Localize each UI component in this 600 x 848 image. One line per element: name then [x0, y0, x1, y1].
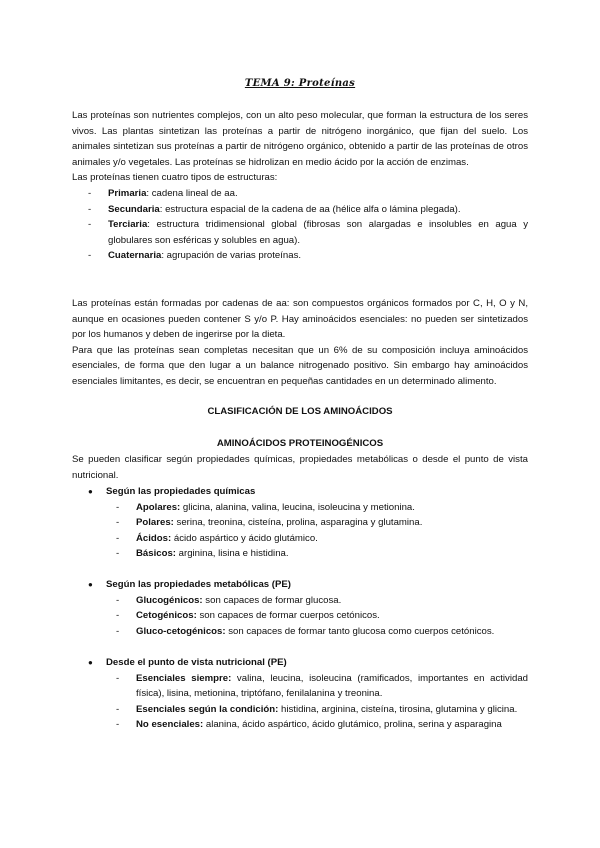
list-item: - Polares: serina, treonina, cisteína, prolina, asparagina y glutamina.	[72, 515, 528, 531]
metabolic-list	[72, 593, 528, 640]
group-heading-chemical: ● Según las propiedades químicas	[72, 484, 528, 500]
list-item: - Apolares: glicina, alanina, valina, leucina, isoleucina y metionina.	[72, 500, 528, 516]
list-item: - Esenciales siempre: valina, leucina, isoleucina (ramificados, importantes en actividad física), lisina, metionina, triptófano, fenilalanina y treonina.	[72, 671, 528, 702]
structures-intro: Las proteínas tienen cuatro tipos de estructuras:	[72, 172, 278, 184]
list-item: - Ácidos: ácido aspártico y ácido glutámico.	[72, 531, 528, 547]
proteinogenic-heading: AMINOÁCIDOS PROTEINOGÉNICOS	[216, 438, 384, 449]
structure-item-terciaria	[72, 217, 528, 248]
group-metabolic	[72, 577, 528, 639]
structure-item-cuaternaria	[72, 248, 528, 264]
list-item: - Glucogénicos: son capaces de formar glucosa.	[72, 593, 528, 609]
structure-term: Cuaternaria	[108, 250, 162, 262]
list-item: - Cetogénicos: son capaces de formar cuerpos cetónicos.	[72, 608, 528, 624]
list-item: - No esenciales: alanina, ácido aspártico, ácido glutámico, prolina, serina y asparagina	[72, 717, 528, 733]
structure-term: Secundaria	[108, 203, 160, 215]
classify-intro: Se pueden clasificar según propiedades químicas, propiedades metabólicas o desde el punto de vista nutricional.	[72, 454, 528, 481]
list-item: - Gluco-cetogénicos: son capaces de formar tanto glucosa como cuerpos cetónicos.	[72, 624, 528, 640]
structure-text: : estructura espacial de la cadena de aa (hélice alfa o lámina plegada).	[159, 203, 461, 215]
classification-heading: CLASIFICACIÓN DE LOS AMINOÁCIDOS	[207, 406, 393, 417]
chemical-list	[72, 500, 528, 562]
group-heading-metabolic: ● Según las propiedades metabólicas (PE)	[72, 577, 528, 593]
complete-proteins-paragraph: Para que las proteínas sean completas necesitan que un 6% de su composición incluya aminoácidos esenciales, de forma que den lugar a un balance nitrogenado positivo. Sin embargo hay aminoácidos esenciales limitantes, es decir, se encuentran en pequeñas cantidades en un determinado alimento.	[72, 344, 528, 387]
nutritional-list	[72, 671, 528, 733]
intro-section	[72, 108, 528, 264]
group-nutritional	[72, 655, 528, 733]
structures-list	[72, 186, 528, 264]
group-heading-nutritional: ● Desde el punto de vista nutricional (PE)	[72, 655, 528, 671]
list-item: - Esenciales según la condición: histidina, arginina, cisteína, tirosina, glutamina y glicina.	[72, 702, 528, 718]
list-item: - Básicos: arginina, lisina e histidina.	[72, 546, 528, 562]
structure-text: : agrupación de varias proteínas.	[161, 250, 302, 262]
structure-term: Terciaria	[108, 219, 148, 231]
group-chemical	[72, 484, 528, 562]
structure-item-primaria	[72, 186, 528, 202]
amino-acids-section	[72, 296, 528, 390]
page-title: TEMA 9: Proteínas	[244, 78, 356, 89]
aa-paragraph: Las proteínas están formadas por cadenas de aa: son compuestos orgánicos formados por C, H, O y N, aunque en ocasiones pueden contener S y/o P. Hay aminoácidos esenciales: no pueden ser sintetizados por los humanos y deben de ingerirse por la dieta.	[72, 298, 528, 341]
structure-term: Primaria	[108, 187, 147, 199]
structure-text: : estructura tridimensional global (fibrosas son alargadas e insolubles en agua y globulares son esféricas y solubles en agua).	[108, 219, 528, 246]
intro-paragraph: Las proteínas son nutrientes complejos, con un alto peso molecular, que forman la estructura de los seres vivos. Las plantas sintetizan las proteínas a partir de nitrógeno inorgánico, que fijan del suelo. Los animales sintetizan sus proteínas a partir de nitrógeno orgánico, obtenido a partir de las proteínas de otros animales y/o vegetales. Las proteínas se hidrolizan en medio ácido por la acción de enzimas.	[72, 110, 528, 168]
structure-item-secundaria	[72, 202, 528, 218]
structure-text: : cadena lineal de aa.	[146, 187, 238, 199]
